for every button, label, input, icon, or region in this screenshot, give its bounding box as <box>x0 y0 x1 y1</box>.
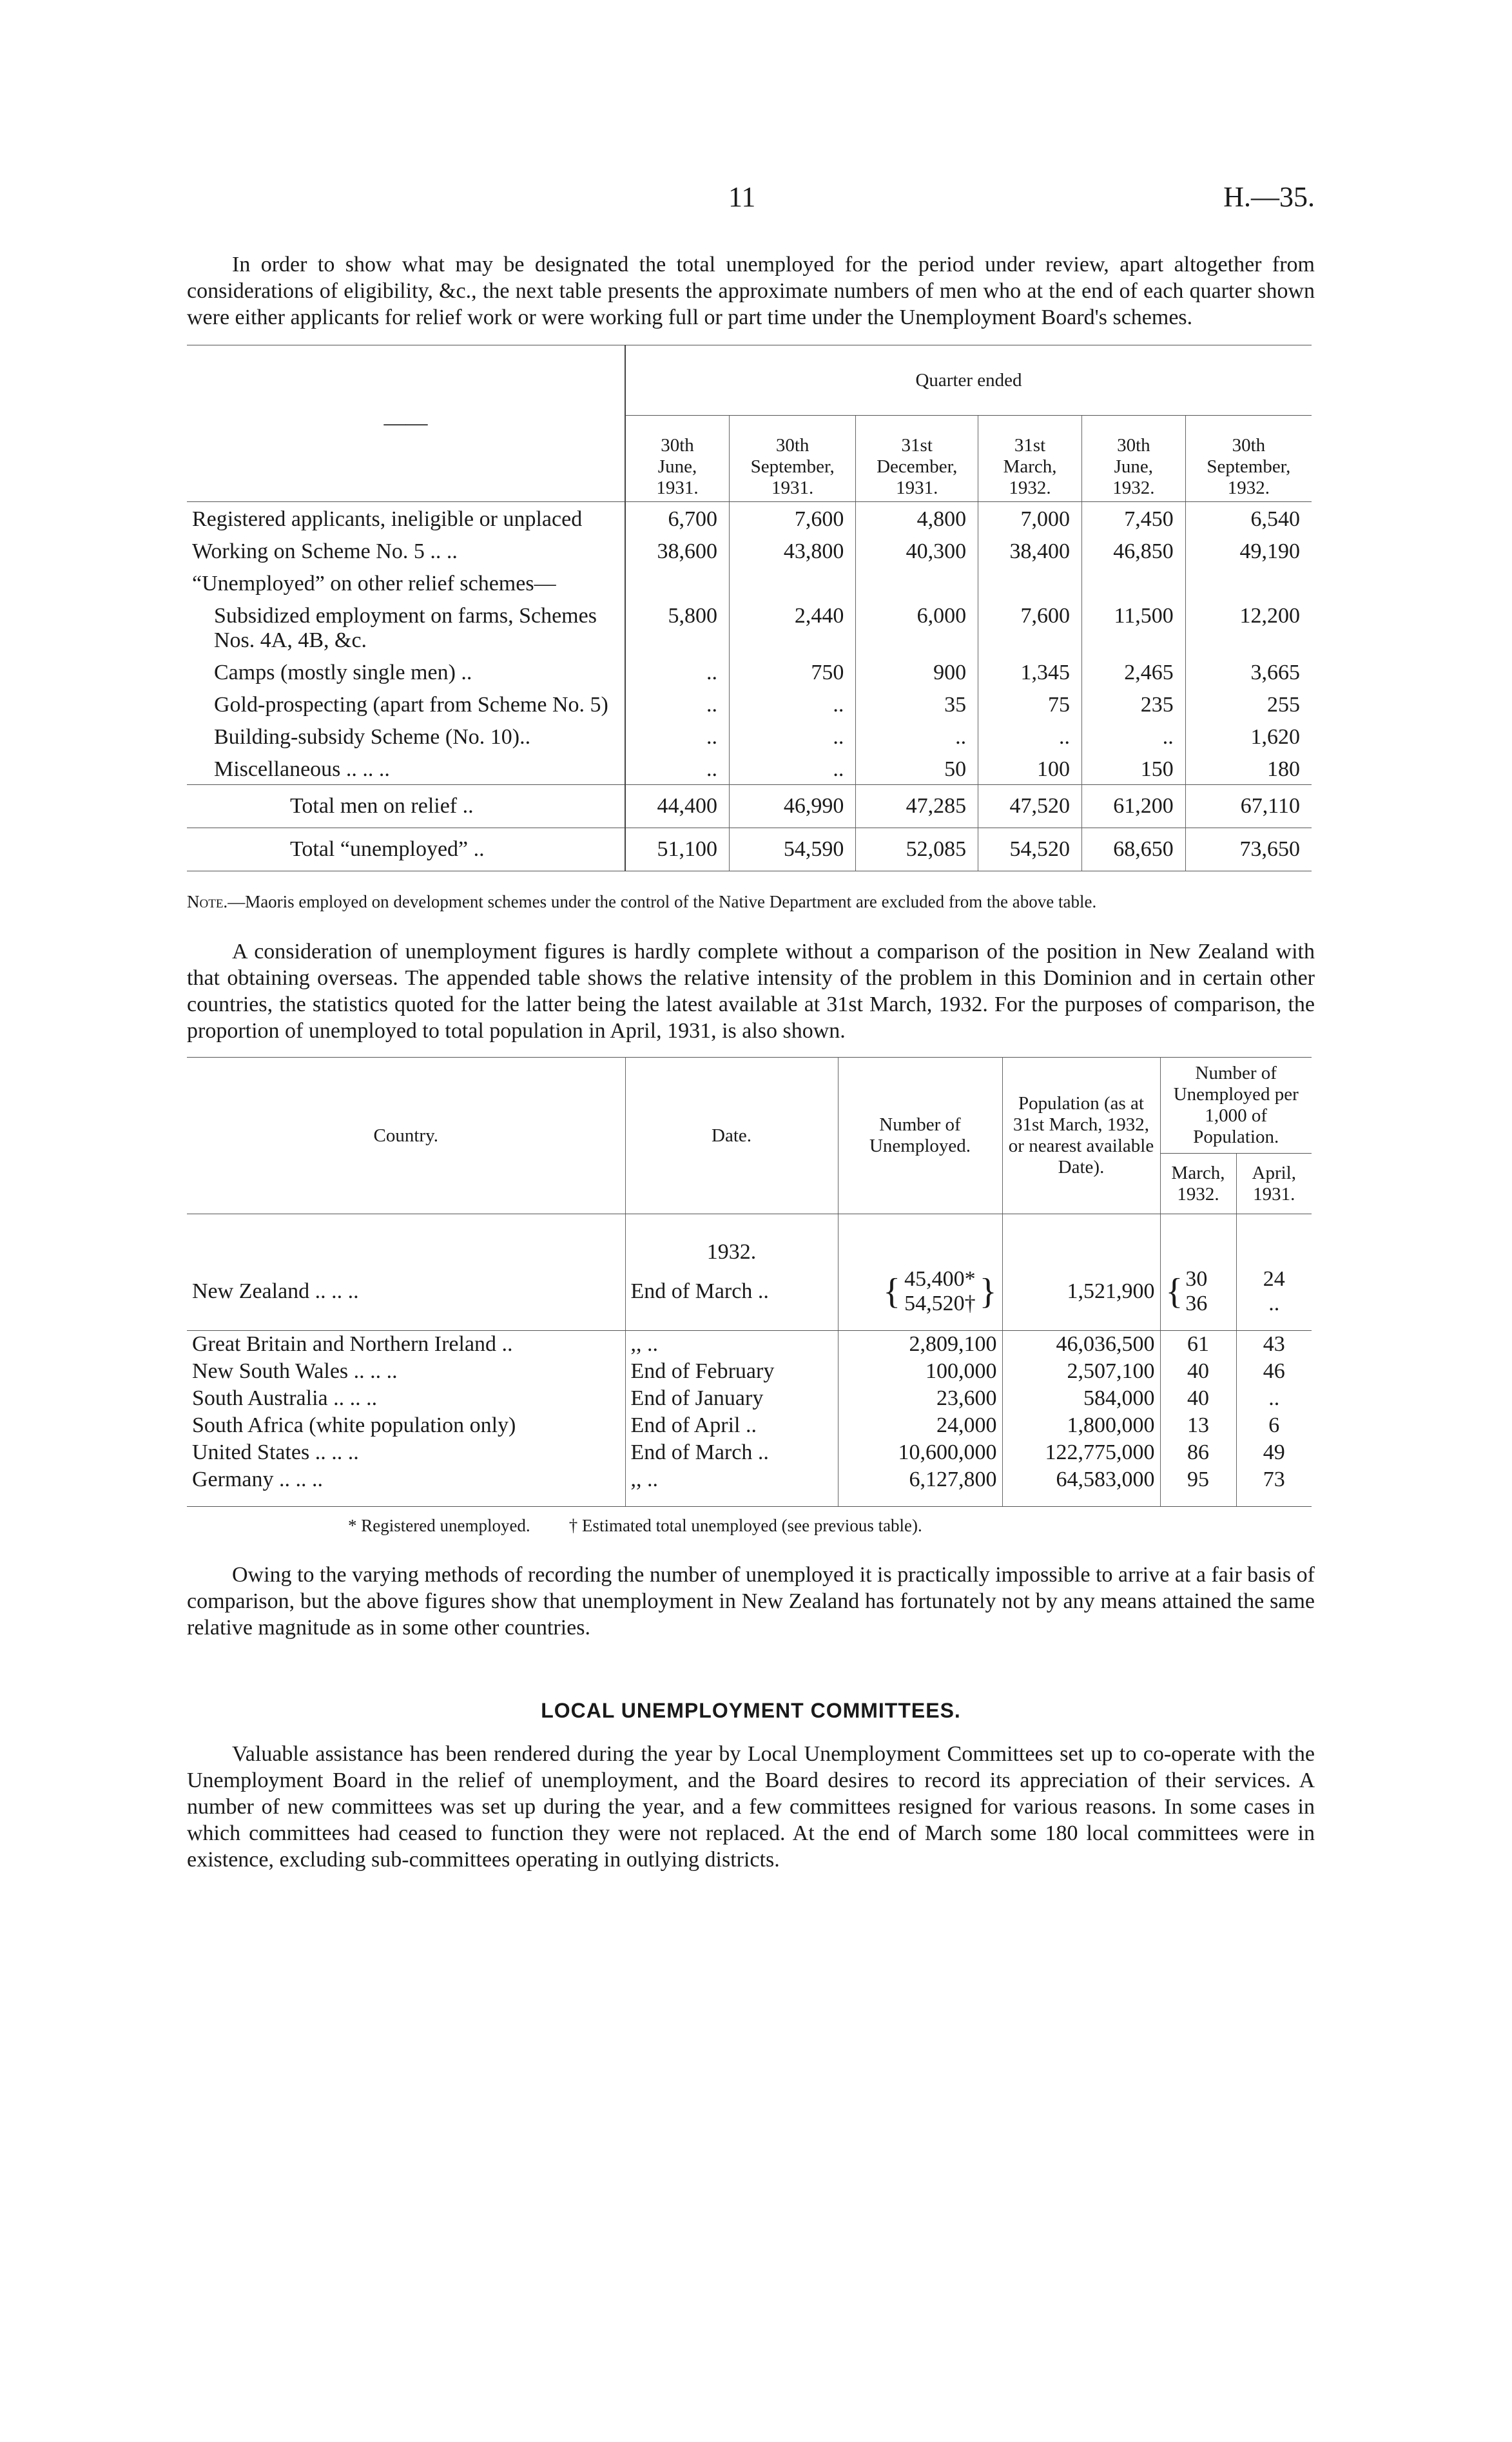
section-heading: LOCAL UNEMPLOYMENT COMMITTEES. <box>541 1699 961 1722</box>
value-cell: 50 <box>856 752 978 785</box>
total-value-cell: 61,200 <box>1081 785 1185 828</box>
country-cell: United States .. .. .. <box>192 1440 359 1464</box>
value-cell: 100 <box>978 752 1082 785</box>
total-value-cell: 67,110 <box>1185 785 1312 828</box>
value-cell <box>1081 567 1185 599</box>
quarter-column-header: 31st December, 1931. <box>856 416 978 502</box>
value-cell <box>625 567 729 599</box>
right-brace-glyph: } <box>979 1272 997 1312</box>
table-row <box>187 655 1312 688</box>
number-cell: 2,809,100 <box>838 1331 1002 1359</box>
intro-paragraph: In order to show what may be designated the total unemployed for the period under review, apart altogether from considerations of eligibility, &c., the next table presents the approximate numbers of men who at the end of each quarter shown were either applicants for relief work or were working full or part time under the Unemployment Board's schemes. <box>187 253 1315 329</box>
value-cell: 7,600 <box>729 502 855 535</box>
april-header: April, 1931. <box>1236 1154 1312 1214</box>
quarter-column-header: 31st March, 1932. <box>978 416 1082 502</box>
march-cell: 61 <box>1160 1331 1236 1359</box>
value-cell: 75 <box>978 688 1082 720</box>
value-cell: .. <box>729 688 855 720</box>
quarter-column-header: 30th June, 1931. <box>625 416 729 502</box>
april-cell: 24 .. <box>1236 1266 1312 1331</box>
total-value-cell: 68,650 <box>1081 828 1185 871</box>
table-row <box>187 1266 1312 1331</box>
number-estimated: 54,520† <box>904 1292 976 1315</box>
footnote-registered: * Registered unemployed. <box>348 1516 530 1535</box>
country-cell: New Zealand .. .. .. <box>187 1266 625 1331</box>
page-header <box>187 180 1315 219</box>
number-header: Number of Unemployed. <box>838 1058 1002 1214</box>
year-label: 1932. <box>625 1214 838 1266</box>
country-cell: Germany .. .. .. <box>187 1466 625 1507</box>
number-cell: 100,000 <box>838 1358 1002 1385</box>
population-cell: 64,583,000 <box>1002 1466 1160 1507</box>
value-cell: 2,465 <box>1081 655 1185 688</box>
april-cell: 49 <box>1236 1439 1312 1466</box>
value-cell: 150 <box>1081 752 1185 785</box>
value-cell: 2,440 <box>729 599 855 655</box>
value-cell: 46,850 <box>1081 534 1185 567</box>
value-cell: 750 <box>729 655 855 688</box>
conclusion-paragraph: Owing to the varying methods of recording the number of unemployed it is practically impossible to arrive at a fair basis of comparison, but the above figures show that unemployment in New Zealand has fortunately not by any means attained the same relative magnitude as in some other countries. <box>187 1563 1315 1640</box>
quarter-column-header: 30th September, 1932. <box>1185 416 1312 502</box>
value-cell: .. <box>856 720 978 752</box>
value-cell: .. <box>625 655 729 688</box>
row-label: Working on Scheme No. 5 .. .. <box>192 539 458 563</box>
total-value-cell: 47,520 <box>978 785 1082 828</box>
value-cell: .. <box>729 720 855 752</box>
committees-paragraph: Valuable assistance has been rendered during the year by Local Unemployment Committees set up to co-operate with the Unemployment Board in the relief of unemployment, and the Board desires to record its appreciation of their services. A number of new committees was set up during the year, and a few committees resigned for various reasons. In some cases in which committees had ceased to function they were not replaced. At the end of March some 180 local committees were in existence, excluding sub-committees operating in outlying districts. <box>187 1742 1315 1872</box>
quarter-ended-header: Quarter ended <box>625 345 1312 416</box>
table-row <box>187 534 1312 567</box>
number-cell: 6,127,800 <box>838 1466 1002 1507</box>
date-cell: End of March .. <box>625 1266 838 1331</box>
document-reference: H.—35. <box>1223 181 1315 213</box>
table-row <box>187 720 1312 752</box>
value-cell: .. <box>1081 720 1185 752</box>
total-label: Total “unemployed” .. <box>187 828 625 871</box>
table-row <box>187 1358 1312 1385</box>
row-label: “Unemployed” on other relief schemes— <box>192 572 556 596</box>
value-cell: 255 <box>1185 688 1312 720</box>
population-cell: 584,000 <box>1002 1385 1160 1412</box>
table-row <box>187 1412 1312 1439</box>
date-cell: End of February <box>625 1358 838 1385</box>
quarterly-unemployment-table <box>187 345 1312 871</box>
population-cell: 122,775,000 <box>1002 1439 1160 1466</box>
country-comparison-table <box>187 1057 1312 1507</box>
value-cell: 3,665 <box>1185 655 1312 688</box>
value-cell: 6,700 <box>625 502 729 535</box>
row-label: Registered applicants, ineligible or unplaced <box>192 507 583 531</box>
comparison-paragraph: A consideration of unemployment figures is hardly complete without a comparison of the position in New Zealand with that obtaining overseas. The appended table shows the relative intensity of the problem in this Dominion and in certain other countries, the statistics quoted for the latter being the latest available at 31st March, 1932. For the purposes of comparison, the proportion of unemployed to total population in April, 1931, is also shown. <box>187 940 1315 1043</box>
value-cell <box>729 567 855 599</box>
april-cell: 46 <box>1236 1358 1312 1385</box>
value-cell: .. <box>625 688 729 720</box>
march-cell: 86 <box>1160 1439 1236 1466</box>
country-cell: South Australia .. .. .. <box>192 1386 378 1410</box>
march-cell: 40 <box>1160 1358 1236 1385</box>
date-header: Date. <box>625 1058 838 1214</box>
row-label: Building-subsidy Scheme (No. 10).. <box>214 725 531 749</box>
total-value-cell: 46,990 <box>729 785 855 828</box>
total-value-cell: 44,400 <box>625 785 729 828</box>
april-cell: 6 <box>1236 1412 1312 1439</box>
value-cell: 900 <box>856 655 978 688</box>
population-cell: 1,800,000 <box>1002 1412 1160 1439</box>
footnote-estimated: † Estimated total unemployed (see previous table). <box>568 1516 922 1535</box>
table-row <box>187 1331 1312 1359</box>
value-cell: 6,000 <box>856 599 978 655</box>
country-header: Country. <box>187 1058 625 1214</box>
april-cell: 73 <box>1236 1466 1312 1507</box>
value-cell: 12,200 <box>1185 599 1312 655</box>
table-row <box>187 1466 1312 1507</box>
note-text: —Maoris employed on development schemes under the control of the Native Department are excluded from the above table. <box>228 892 1097 911</box>
number-cell: 23,600 <box>838 1385 1002 1412</box>
quarter-column-header: 30th September, 1931. <box>729 416 855 502</box>
table-row <box>187 502 1312 535</box>
april-cell: 43 <box>1236 1331 1312 1359</box>
march-cell: 95 <box>1160 1466 1236 1507</box>
value-cell <box>1185 567 1312 599</box>
value-cell: .. <box>978 720 1082 752</box>
table-row <box>187 567 1312 599</box>
value-cell: 43,800 <box>729 534 855 567</box>
value-cell: 5,800 <box>625 599 729 655</box>
value-cell: 38,600 <box>625 534 729 567</box>
value-cell: 7,600 <box>978 599 1082 655</box>
per-thousand-header: Number of Unemployed per 1,000 of Population. <box>1160 1058 1312 1154</box>
country-cell: Great Britain and Northern Ireland .. <box>192 1332 513 1356</box>
table-row <box>187 1439 1312 1466</box>
population-cell: 46,036,500 <box>1002 1331 1160 1359</box>
number-cell: 24,000 <box>838 1412 1002 1439</box>
table-row <box>187 1385 1312 1412</box>
value-cell: 180 <box>1185 752 1312 785</box>
population-cell: 2,507,100 <box>1002 1358 1160 1385</box>
date-cell: End of April .. <box>625 1412 838 1439</box>
value-cell: 40,300 <box>856 534 978 567</box>
value-cell: 1,620 <box>1185 720 1312 752</box>
march-cell: { 30 36 <box>1160 1266 1236 1331</box>
left-brace-glyph: { <box>883 1272 901 1312</box>
population-header: Population (as at 31st March, 1932, or nearest available Date). <box>1002 1058 1160 1214</box>
total-value-cell: 54,520 <box>978 828 1082 871</box>
march-header: March, 1932. <box>1160 1154 1236 1214</box>
number-registered: 45,400* <box>904 1267 976 1291</box>
value-cell: .. <box>625 720 729 752</box>
value-cell: 235 <box>1081 688 1185 720</box>
march-cell: 13 <box>1160 1412 1236 1439</box>
country-cell: New South Wales .. .. .. <box>192 1359 398 1383</box>
total-row <box>187 785 1312 828</box>
total-label: Total men on relief .. <box>187 785 625 828</box>
total-value-cell: 54,590 <box>729 828 855 871</box>
value-cell: 7,450 <box>1081 502 1185 535</box>
population-cell: 1,521,900 <box>1002 1266 1160 1331</box>
row-label-header: —— <box>187 345 625 502</box>
page-number: 11 <box>728 181 756 213</box>
march-cell: 40 <box>1160 1385 1236 1412</box>
table-footnotes <box>187 1516 1315 1536</box>
date-cell: End of January <box>625 1385 838 1412</box>
value-cell: 6,540 <box>1185 502 1312 535</box>
number-cell: 10,600,000 <box>838 1439 1002 1466</box>
date-cell: ,, .. <box>625 1466 838 1507</box>
number-cell <box>838 1266 1002 1331</box>
value-cell: 38,400 <box>978 534 1082 567</box>
value-cell: 35 <box>856 688 978 720</box>
value-cell: 49,190 <box>1185 534 1312 567</box>
document-page <box>187 180 1315 1873</box>
quarter-column-header: 30th June, 1932. <box>1081 416 1185 502</box>
value-cell: 1,345 <box>978 655 1082 688</box>
row-label: Subsidized employment on farms, Schemes Nos. 4A, 4B, &c. <box>214 604 597 652</box>
total-value-cell: 47,285 <box>856 785 978 828</box>
total-value-cell: 51,100 <box>625 828 729 871</box>
table-note <box>187 891 1315 913</box>
value-cell <box>856 567 978 599</box>
value-cell: .. <box>625 752 729 785</box>
table-row <box>187 599 1312 655</box>
date-cell: End of March .. <box>625 1439 838 1466</box>
table-row <box>187 688 1312 720</box>
date-cell: ,, .. <box>625 1331 838 1359</box>
note-prefix: Note. <box>187 892 228 911</box>
country-cell: South Africa (white population only) <box>192 1413 516 1437</box>
april-cell: .. <box>1236 1385 1312 1412</box>
row-label: Gold-prospecting (apart from Scheme No. 5) <box>214 693 608 717</box>
left-brace-glyph: { <box>1165 1272 1183 1312</box>
total-row <box>187 828 1312 871</box>
total-value-cell: 52,085 <box>856 828 978 871</box>
value-cell: 7,000 <box>978 502 1082 535</box>
row-label: Camps (mostly single men) .. <box>214 661 472 684</box>
value-cell: 11,500 <box>1081 599 1185 655</box>
value-cell <box>978 567 1082 599</box>
value-cell: .. <box>729 752 855 785</box>
row-label: Miscellaneous .. .. .. <box>214 757 390 781</box>
table-row <box>187 752 1312 785</box>
value-cell: 4,800 <box>856 502 978 535</box>
total-value-cell: 73,650 <box>1185 828 1312 871</box>
